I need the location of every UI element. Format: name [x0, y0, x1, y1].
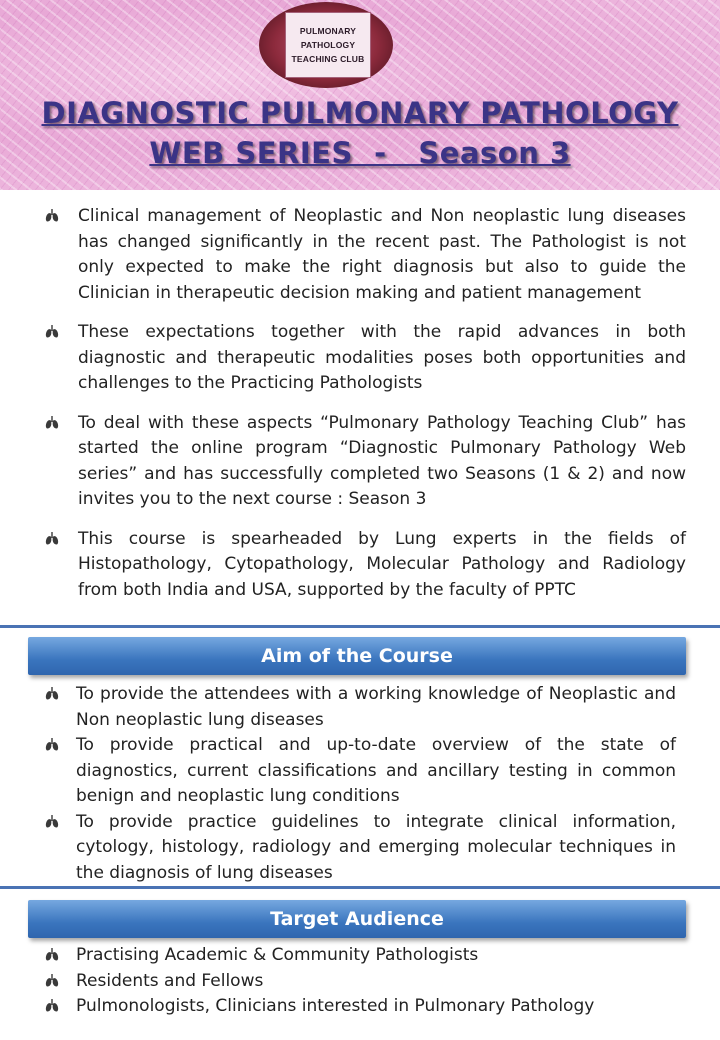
- list-item-text: To deal with these aspects “Pulmonary Pathology Teaching Club” has started the online program “Diagnostic Pulmonary Pathology Web series” and has successfully completed two Seasons (1 & 2) and now invites you to the next course : Season 3: [78, 412, 686, 509]
- page-title-line-1: DIAGNOSTIC PULMONARY PATHOLOGY: [41, 96, 679, 130]
- list-item-text: To provide the attendees with a working knowledge of Neoplastic and Non neoplastic lung diseases: [76, 684, 676, 730]
- aim-list: [0, 682, 720, 886]
- logo-line-2: PATHOLOGY: [300, 40, 356, 50]
- lungs-icon: [45, 532, 59, 545]
- lungs-icon: [45, 738, 59, 751]
- list-item: [0, 943, 720, 969]
- intro-list: [0, 204, 720, 617]
- list-item-text: To provide practice guidelines to integrate clinical information, cytology, histology, radiology and emerging molecular techniques in the diagnosis of lung diseases: [76, 811, 676, 883]
- logo-card: [285, 12, 371, 78]
- list-item: [0, 527, 720, 604]
- lungs-icon: [45, 687, 59, 700]
- list-item: [0, 994, 720, 1020]
- list-item: [0, 320, 720, 397]
- aim-heading: Aim of the Course: [28, 637, 686, 675]
- lungs-icon: [45, 948, 59, 961]
- list-item: [0, 204, 720, 306]
- lungs-icon: [45, 416, 59, 429]
- lungs-icon: [45, 999, 59, 1012]
- lungs-icon: [45, 325, 59, 338]
- logo-line-1: PULMONARY: [299, 26, 357, 36]
- audience-list: [0, 943, 720, 1020]
- list-item-text: Clinical management of Neoplastic and Non neoplastic lung diseases has changed significantly in the recent past. The Pathologist is not only expected to make the right diagnosis but also to guide the Clinician in therapeutic decision making and patient management: [78, 206, 686, 303]
- logo-line-3: TEACHING CLUB: [291, 54, 365, 64]
- page-title-line-2: WEB SERIES - Season 3: [149, 136, 571, 170]
- audience-heading: Target Audience: [28, 900, 686, 938]
- list-item-text: Residents and Fellows: [76, 970, 264, 991]
- header-banner: [0, 0, 720, 190]
- list-item-text: To provide practical and up-to-date overview of the state of diagnostics, current classifications and ancillary testing in common benign and neoplastic lung conditions: [76, 735, 676, 806]
- list-item-text: Pulmonologists, Clinicians interested in Pulmonary Pathology: [76, 996, 595, 1016]
- list-item-text: These expectations together with the rapid advances in both diagnostic and therapeutic modalities poses both opportunities and challenges to the Practicing Pathologists: [78, 322, 686, 393]
- list-item: [0, 810, 720, 887]
- list-item: [0, 733, 720, 810]
- section-divider: [0, 886, 720, 889]
- list-item-text: Practising Academic & Community Pathologists: [76, 945, 479, 965]
- lungs-icon: [45, 974, 59, 987]
- list-item: [0, 682, 720, 733]
- lungs-icon: [45, 815, 59, 828]
- list-item-text: This course is spearheaded by Lung experts in the fields of Histopathology, Cytopathology, Molecular Pathology and Radiology from both India and USA, supported by the faculty of PPTC: [78, 528, 686, 600]
- section-divider: [0, 625, 720, 628]
- list-item: [0, 411, 720, 513]
- lungs-icon: [45, 209, 59, 222]
- list-item: [0, 969, 720, 995]
